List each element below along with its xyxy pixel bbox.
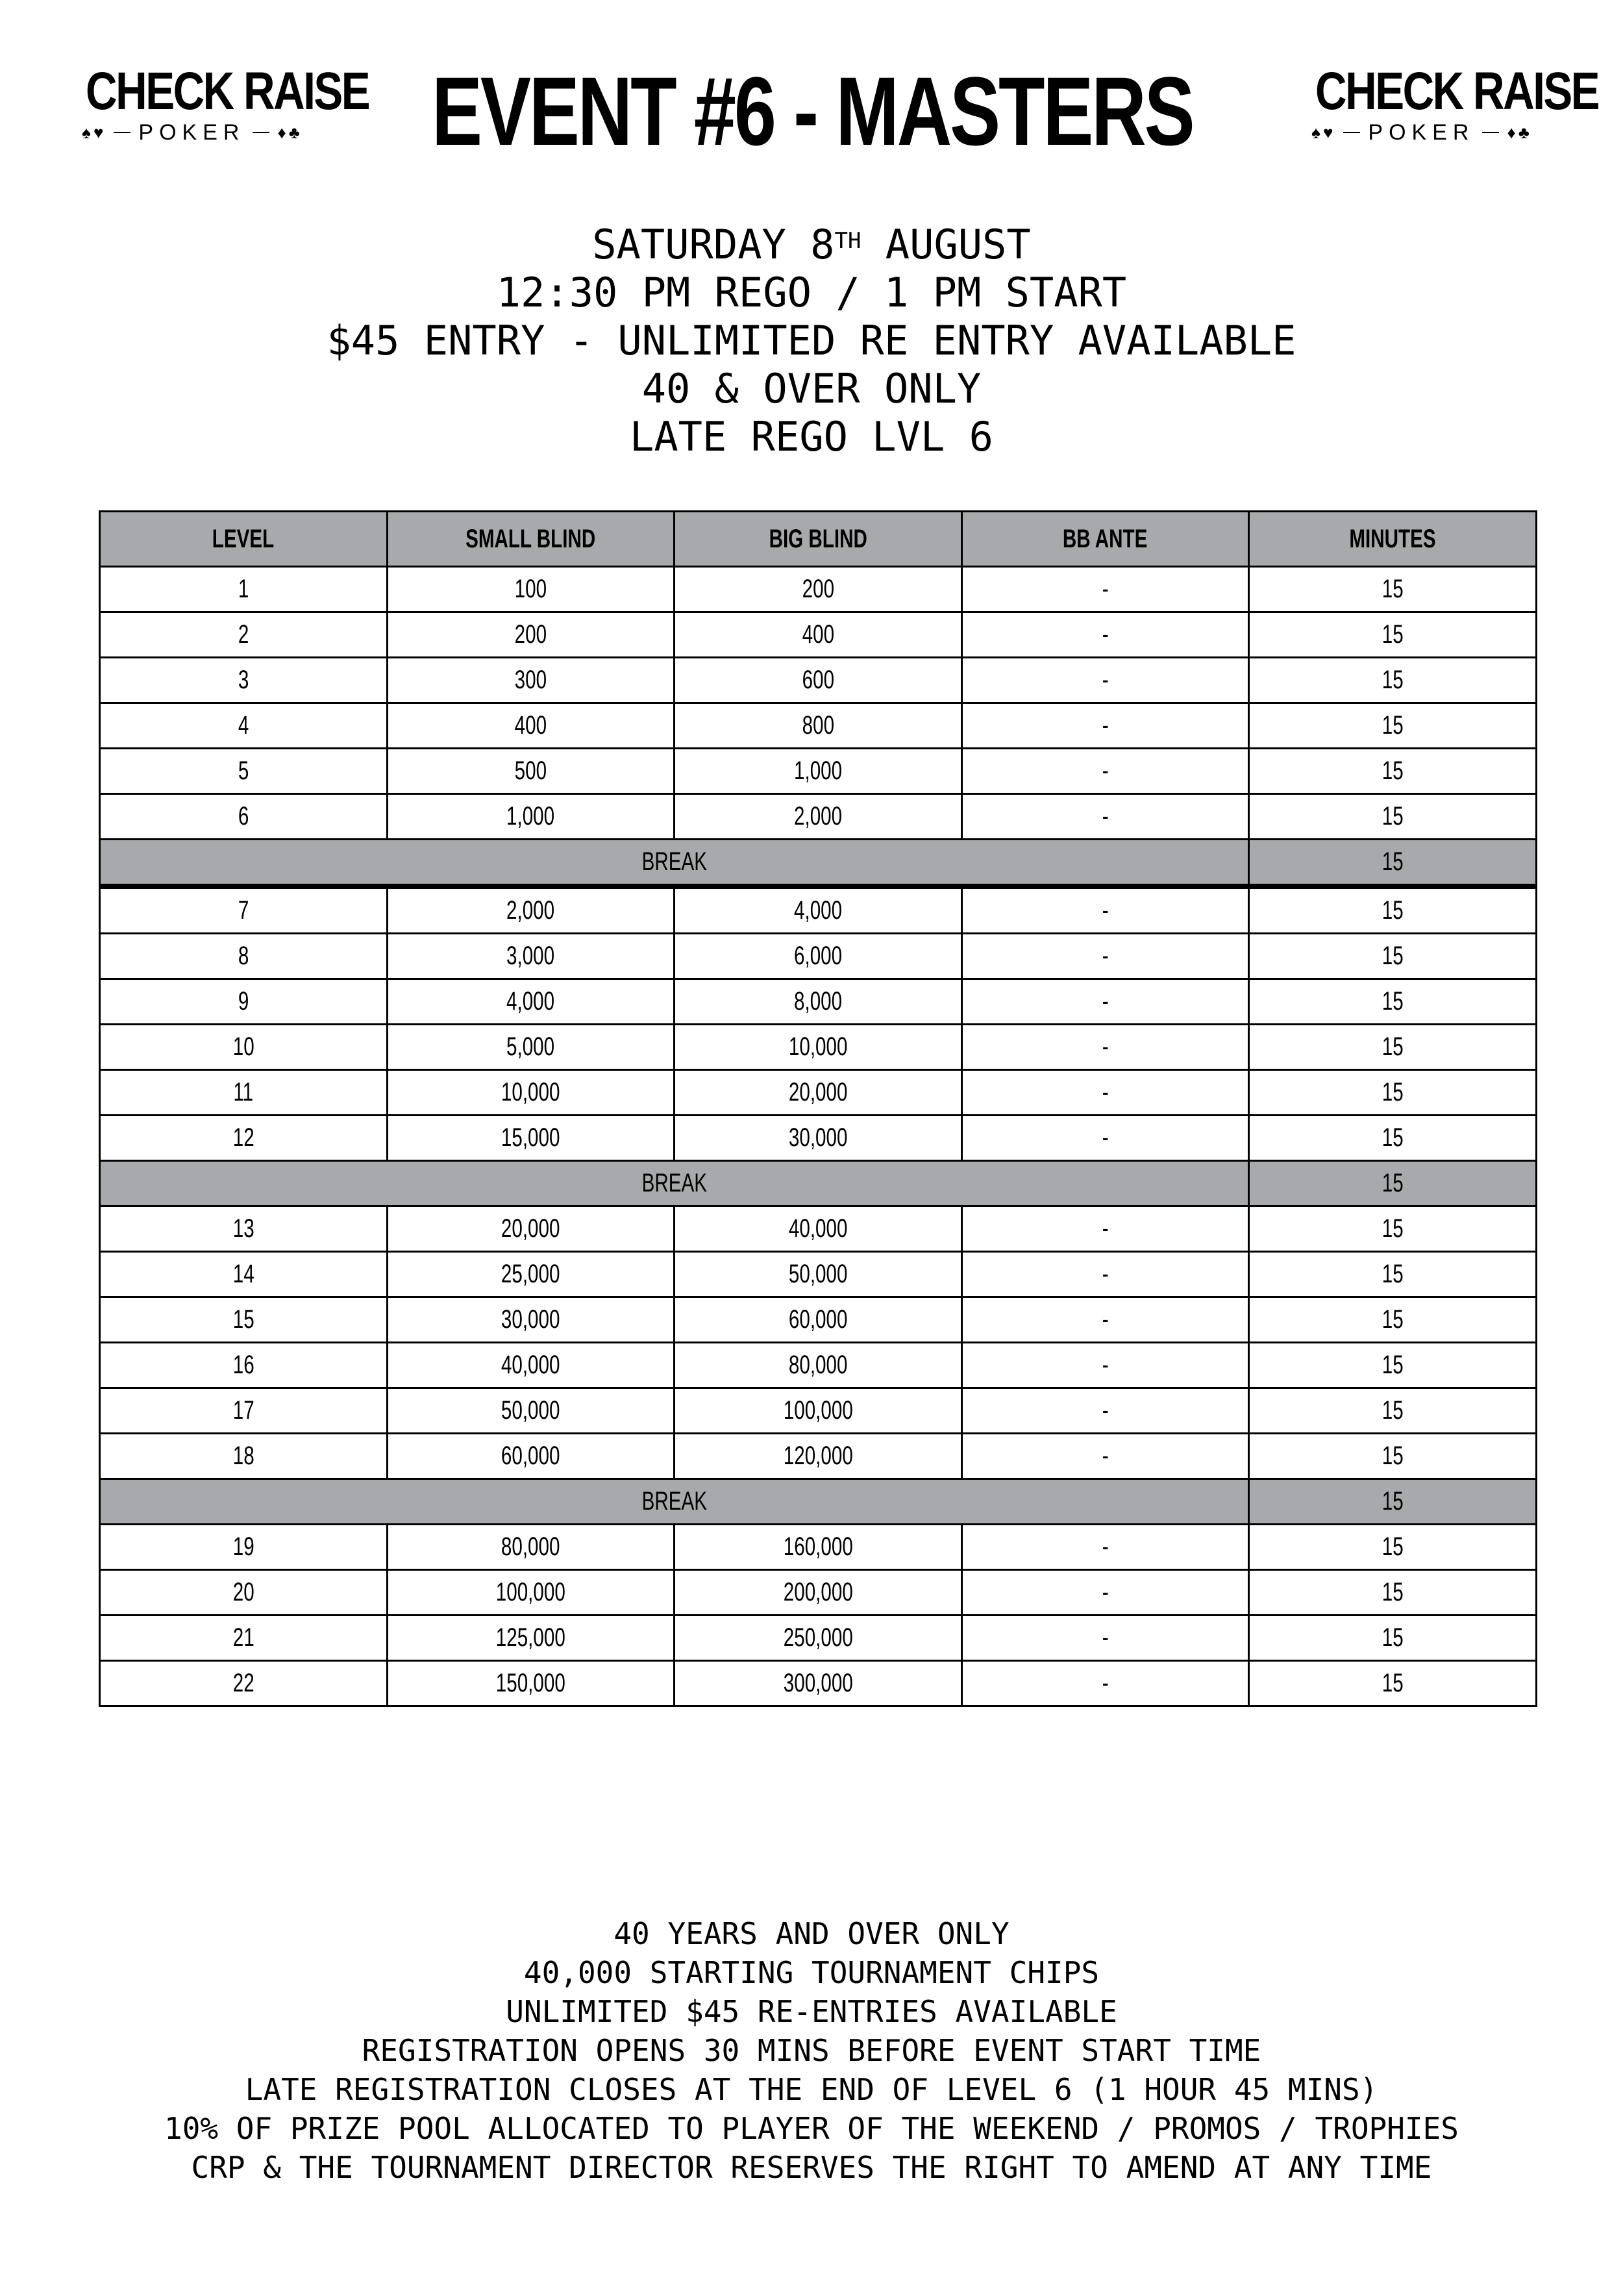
cell-small-blind: 40,000 [387,1343,675,1388]
cell-big-blind: 60,000 [675,1297,962,1343]
break-label: BREAK [100,840,1249,887]
cell-bb-ante: - [961,703,1249,749]
cell-small-blind: 60,000 [387,1434,675,1479]
cell-small-blind: 2,000 [387,886,675,934]
suits-icon: ♦♣ [277,123,303,142]
cell-level: 13 [100,1206,388,1252]
cell-bb-ante: - [961,1434,1249,1479]
cell-minutes: 15 [1249,612,1537,658]
cell-bb-ante: - [961,1297,1249,1343]
cell-small-blind: 3,000 [387,934,675,979]
table-row [100,1070,1537,1116]
cell-level: 17 [100,1388,388,1434]
event-entry: $45 ENTRY - UNLIMITED RE ENTRY AVAILABLE [327,317,1296,364]
cell-big-blind: 6,000 [675,934,962,979]
note-line: UNLIMITED $45 RE-ENTRIES AVAILABLE [506,1994,1117,2029]
table-row [100,1343,1537,1388]
table-row [100,749,1537,794]
cell-level: 4 [100,703,388,749]
break-row [100,1479,1537,1525]
cell-big-blind: 8,000 [675,979,962,1025]
cell-minutes: 15 [1249,1616,1537,1661]
cell-bb-ante: - [961,1070,1249,1116]
cell-small-blind: 5,000 [387,1025,675,1070]
cell-small-blind: 10,000 [387,1070,675,1116]
logo-rule [1343,132,1360,133]
table-row [100,658,1537,703]
table-row [100,934,1537,979]
cell-small-blind: 500 [387,749,675,794]
event-age: 40 & OVER ONLY [641,365,982,412]
cell-big-blind: 200 [675,567,962,612]
cell-big-blind: 100,000 [675,1388,962,1434]
cell-big-blind: 200,000 [675,1570,962,1616]
table-row [100,612,1537,658]
cell-bb-ante: - [961,794,1249,840]
cell-level: 10 [100,1025,388,1070]
cell-small-blind: 4,000 [387,979,675,1025]
cell-level: 2 [100,612,388,658]
cell-small-blind: 125,000 [387,1616,675,1661]
cell-bb-ante: - [961,612,1249,658]
table-row [100,1252,1537,1297]
cell-bb-ante: - [961,1206,1249,1252]
table-row [100,1525,1537,1570]
note-line: CRP & THE TOURNAMENT DIRECTOR RESERVES THE RIGHT TO AMEND AT ANY TIME [191,2150,1432,2185]
cell-big-blind: 50,000 [675,1252,962,1297]
table-row [100,703,1537,749]
cell-bb-ante: - [961,1570,1249,1616]
suits-icon: ♠♥ [82,123,106,142]
cell-small-blind: 200 [387,612,675,658]
cell-big-blind: 160,000 [675,1525,962,1570]
table-row [100,567,1537,612]
note-line: 10% OF PRIZE POOL ALLOCATED TO PLAYER OF THE WEEKEND / PROMOS / TROPHIES [164,2111,1459,2146]
cell-big-blind: 400 [675,612,962,658]
cell-big-blind: 20,000 [675,1070,962,1116]
break-row [100,840,1537,887]
cell-small-blind: 100 [387,567,675,612]
header-level: LEVEL [100,512,388,567]
break-minutes: 15 [1249,840,1537,887]
note-line: REGISTRATION OPENS 30 MINS BEFORE EVENT START TIME [362,2033,1261,2068]
table-row [100,1297,1537,1343]
cell-small-blind: 400 [387,703,675,749]
cell-level: 12 [100,1116,388,1161]
cell-level: 6 [100,794,388,840]
cell-minutes: 15 [1249,749,1537,794]
cell-small-blind: 100,000 [387,1570,675,1616]
cell-level: 1 [100,567,388,612]
cell-minutes: 15 [1249,703,1537,749]
table-header-row [100,512,1537,567]
cell-bb-ante: - [961,1025,1249,1070]
logo-left [62,62,369,145]
table-body [100,567,1537,1706]
cell-level: 18 [100,1434,388,1479]
cell-minutes: 15 [1249,979,1537,1025]
cell-minutes: 15 [1249,1388,1537,1434]
logo-wordmark: CHECK RAISE [1315,62,1599,121]
cell-level: 15 [100,1297,388,1343]
logo-subline [62,119,322,145]
cell-bb-ante: - [961,1343,1249,1388]
table-row [100,886,1537,934]
cell-big-blind: 120,000 [675,1434,962,1479]
table-row [100,1570,1537,1616]
note-line: 40 YEARS AND OVER ONLY [613,1916,1010,1951]
cell-minutes: 15 [1249,1570,1537,1616]
logo-right [1292,62,1599,145]
event-date: SATURDAY 8TH AUGUST [592,221,1031,268]
cell-level: 7 [100,886,388,934]
cell-bb-ante: - [961,1525,1249,1570]
break-label: BREAK [100,1161,1249,1206]
note-line: 40,000 STARTING TOURNAMENT CHIPS [523,1955,1100,1990]
table-row [100,1388,1537,1434]
page-title: EVENT #6 - MASTERS [432,56,1193,166]
note-line: LATE REGISTRATION CLOSES AT THE END OF LEVEL 6 (1 HOUR 45 MINS) [245,2072,1378,2107]
cell-bb-ante: - [961,1661,1249,1706]
header-minutes: MINUTES [1249,512,1537,567]
table-row [100,1434,1537,1479]
cell-small-blind: 50,000 [387,1388,675,1434]
event-times: 12:30 PM REGO / 1 PM START [496,269,1127,316]
cell-level: 14 [100,1252,388,1297]
cell-minutes: 15 [1249,1206,1537,1252]
cell-small-blind: 15,000 [387,1116,675,1161]
cell-bb-ante: - [961,1388,1249,1434]
cell-level: 22 [100,1661,388,1706]
cell-small-blind: 20,000 [387,1206,675,1252]
cell-minutes: 15 [1249,1661,1537,1706]
date-ordinal: TH [834,228,861,254]
cell-big-blind: 250,000 [675,1616,962,1661]
table-row [100,1661,1537,1706]
cell-bb-ante: - [961,1252,1249,1297]
cell-level: 20 [100,1570,388,1616]
break-minutes: 15 [1249,1479,1537,1525]
cell-small-blind: 25,000 [387,1252,675,1297]
cell-bb-ante: - [961,886,1249,934]
suits-icon: ♠♥ [1311,123,1336,142]
cell-small-blind: 1,000 [387,794,675,840]
blind-structure-table [99,510,1537,1707]
table-row [100,1206,1537,1252]
table-row [100,1025,1537,1070]
logo-rule [253,132,269,133]
cell-minutes: 15 [1249,794,1537,840]
header-big-blind: BIG BLIND [675,512,962,567]
cell-bb-ante: - [961,749,1249,794]
cell-small-blind: 80,000 [387,1525,675,1570]
break-minutes: 15 [1249,1161,1537,1206]
logo-subtext: POKER [138,120,245,145]
cell-minutes: 15 [1249,567,1537,612]
cell-big-blind: 600 [675,658,962,703]
cell-big-blind: 300,000 [675,1661,962,1706]
cell-big-blind: 2,000 [675,794,962,840]
cell-minutes: 15 [1249,886,1537,934]
cell-level: 9 [100,979,388,1025]
logo-rule [1482,132,1499,133]
cell-minutes: 15 [1249,1116,1537,1161]
logo-subline [1292,119,1552,145]
cell-minutes: 15 [1249,1297,1537,1343]
cell-bb-ante: - [961,567,1249,612]
cell-level: 11 [100,1070,388,1116]
table-row [100,1616,1537,1661]
event-info [0,221,1623,461]
cell-minutes: 15 [1249,1025,1537,1070]
table-row [100,979,1537,1025]
cell-big-blind: 4,000 [675,886,962,934]
cell-level: 5 [100,749,388,794]
event-late-rego: LATE REGO LVL 6 [630,413,993,460]
cell-big-blind: 10,000 [675,1025,962,1070]
break-row [100,1161,1537,1206]
cell-big-blind: 30,000 [675,1116,962,1161]
cell-small-blind: 150,000 [387,1661,675,1706]
logo-wordmark: CHECK RAISE [86,62,369,121]
cell-bb-ante: - [961,979,1249,1025]
cell-bb-ante: - [961,1116,1249,1161]
cell-minutes: 15 [1249,934,1537,979]
cell-level: 19 [100,1525,388,1570]
cell-level: 3 [100,658,388,703]
header-bb-ante: BB ANTE [961,512,1249,567]
cell-big-blind: 40,000 [675,1206,962,1252]
cell-big-blind: 800 [675,703,962,749]
header-small-blind: SMALL BLIND [387,512,675,567]
footer-notes [0,1914,1623,2187]
cell-bb-ante: - [961,934,1249,979]
cell-minutes: 15 [1249,658,1537,703]
cell-small-blind: 30,000 [387,1297,675,1343]
cell-minutes: 15 [1249,1070,1537,1116]
break-label: BREAK [100,1479,1249,1525]
cell-bb-ante: - [961,658,1249,703]
cell-minutes: 15 [1249,1525,1537,1570]
cell-big-blind: 80,000 [675,1343,962,1388]
suits-icon: ♦♣ [1507,123,1532,142]
logo-subtext: POKER [1368,120,1475,145]
logo-rule [114,132,130,133]
table-row [100,794,1537,840]
cell-minutes: 15 [1249,1343,1537,1388]
cell-level: 16 [100,1343,388,1388]
cell-bb-ante: - [961,1616,1249,1661]
cell-minutes: 15 [1249,1252,1537,1297]
cell-big-blind: 1,000 [675,749,962,794]
cell-level: 8 [100,934,388,979]
cell-small-blind: 300 [387,658,675,703]
cell-minutes: 15 [1249,1434,1537,1479]
table-row [100,1116,1537,1161]
cell-level: 21 [100,1616,388,1661]
